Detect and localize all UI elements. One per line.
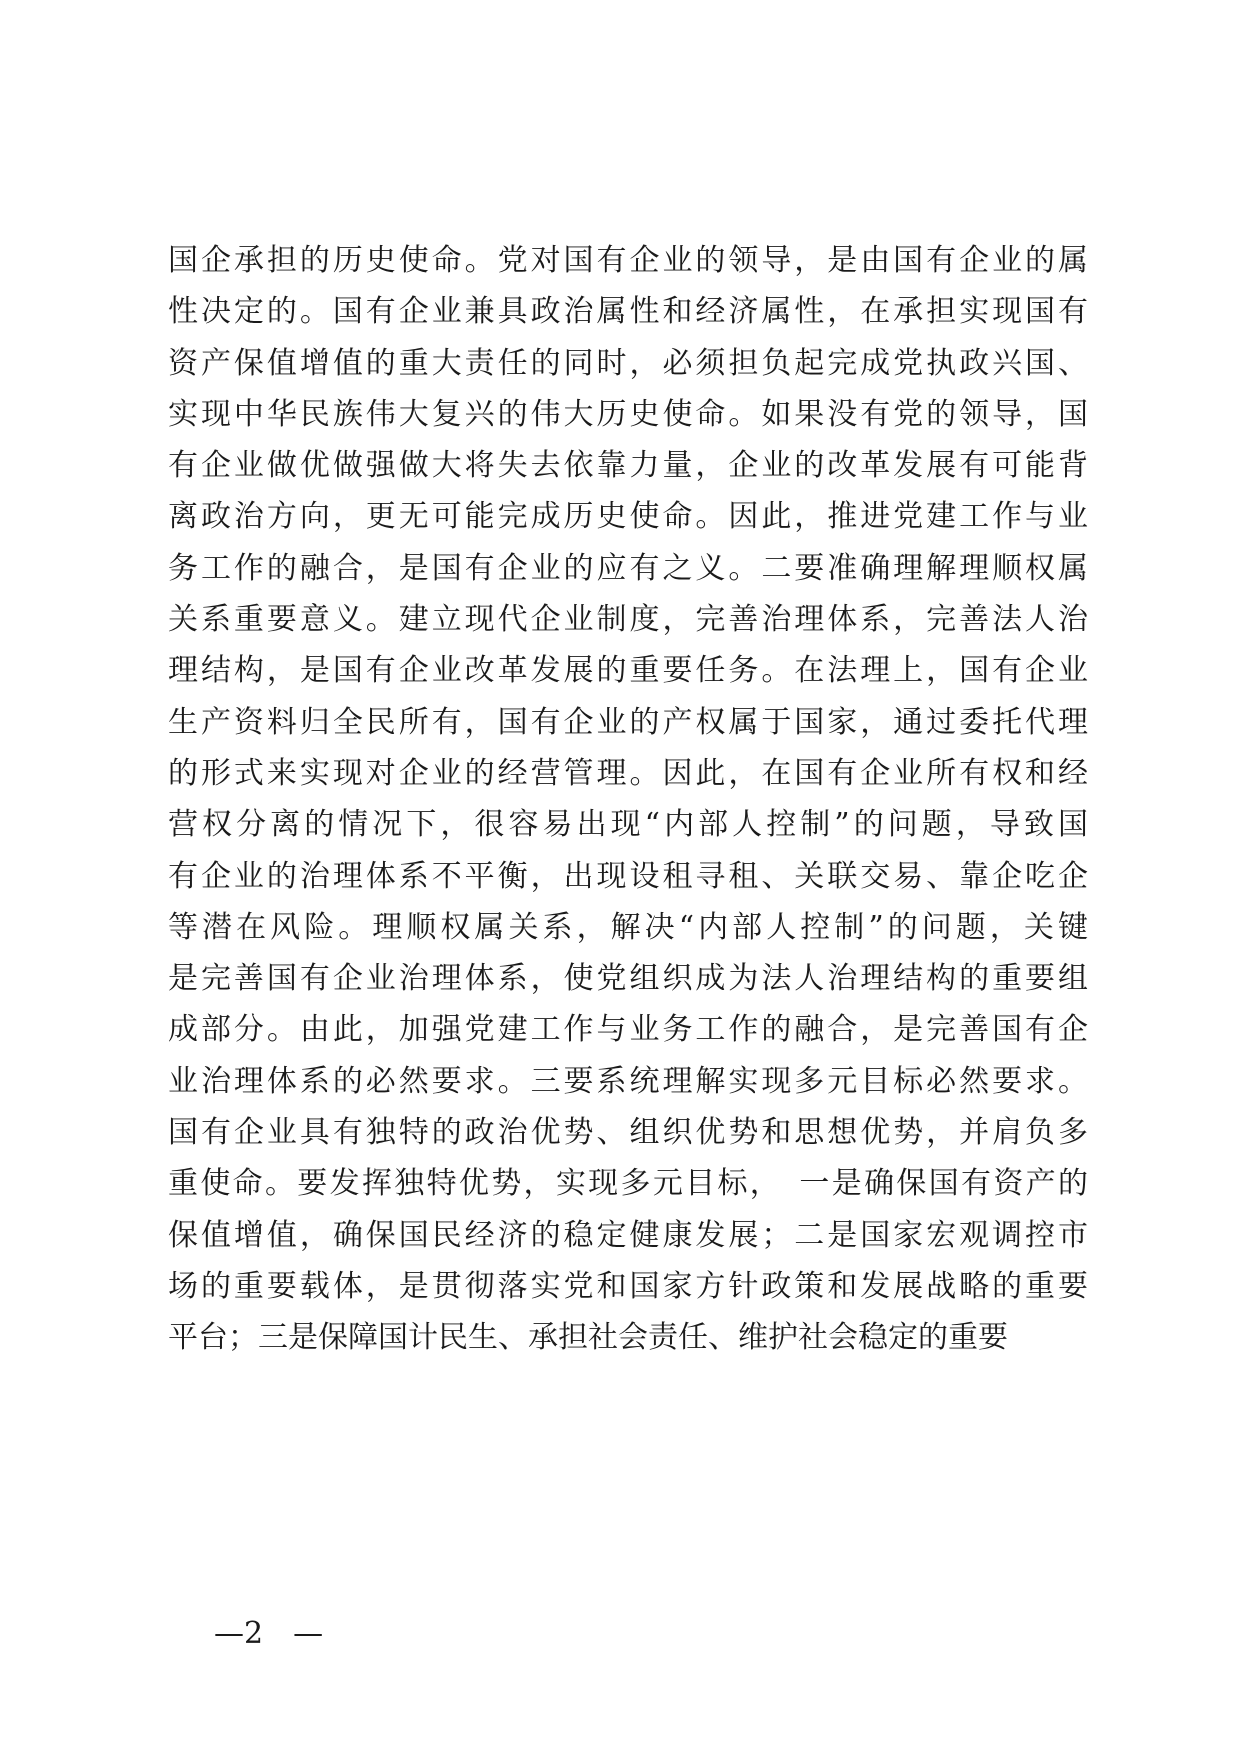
text-line: 业治理体系的必然要求。三要系统理解实现多元目标必然要求。 bbox=[168, 1063, 1088, 1099]
body-text bbox=[168, 235, 1088, 1364]
text-line: 离政治方向，更无可能完成历史使命。因此，推进党建工作与业 bbox=[168, 499, 1088, 535]
text-line: 营权分离的情况下，很容易出现“内部人控制”的问题，导致国 bbox=[168, 807, 1088, 843]
text-line: 务工作的融合，是国有企业的应有之义。二要准确理解理顺权属 bbox=[168, 550, 1088, 586]
text-line: 国企承担的历史使命。党对国有企业的领导，是由国有企业的属 bbox=[168, 243, 1088, 278]
text-line: 重使命。要发挥独特优势，实现多元目标， 一是确保国有资产的 bbox=[168, 1166, 1088, 1202]
text-line: 等潜在风险。理顺权属关系，解决“内部人控制”的问题，关键 bbox=[168, 909, 1088, 945]
text-line: 资产保值增值的重大责任的同时，必须担负起完成党执政兴国、 bbox=[168, 345, 1088, 381]
text-line: 有企业的治理体系不平衡，出现设租寻租、关联交易、靠企吃企 bbox=[168, 858, 1088, 894]
text-line: 的形式来实现对企业的经营管理。因此，在国有企业所有权和经 bbox=[168, 755, 1088, 791]
text-line: 国有企业具有独特的政治优势、组织优势和思想优势，并肩负多 bbox=[168, 1115, 1088, 1151]
text-line: 关系重要意义。建立现代企业制度，完善治理体系，完善法人治 bbox=[168, 602, 1088, 638]
text-line: 是完善国有企业治理体系，使党组织成为法人治理结构的重要组 bbox=[168, 961, 1088, 997]
text-line: 成部分。由此，加强党建工作与业务工作的融合，是完善国有企 bbox=[168, 1012, 1088, 1048]
text-line: 场的重要载体，是贯彻落实党和国家方针政策和发展战略的重要 bbox=[168, 1268, 1088, 1304]
text-line: 有企业做优做强做大将失去依靠力量，企业的改革发展有可能背 bbox=[168, 448, 1088, 484]
text-line: 性决定的。国有企业兼具政治属性和经济属性，在承担实现国有 bbox=[168, 294, 1088, 330]
text-line: 保值增值，确保国民经济的稳定健康发展；二是国家宏观调控市 bbox=[168, 1217, 1088, 1253]
text-line: 平台；三是保障国计民生、承担社会责任、维护社会稳定的重要 bbox=[168, 1320, 1008, 1356]
text-line: 生产资料归全民所有，国有企业的产权属于国家，通过委托代理 bbox=[168, 704, 1088, 740]
page-number: —2 — bbox=[214, 1616, 324, 1651]
text-line: 实现中华民族伟大复兴的伟大历史使命。如果没有党的领导，国 bbox=[168, 396, 1088, 432]
text-line: 理结构，是国有企业改革发展的重要任务。在法理上，国有企业 bbox=[168, 653, 1088, 689]
